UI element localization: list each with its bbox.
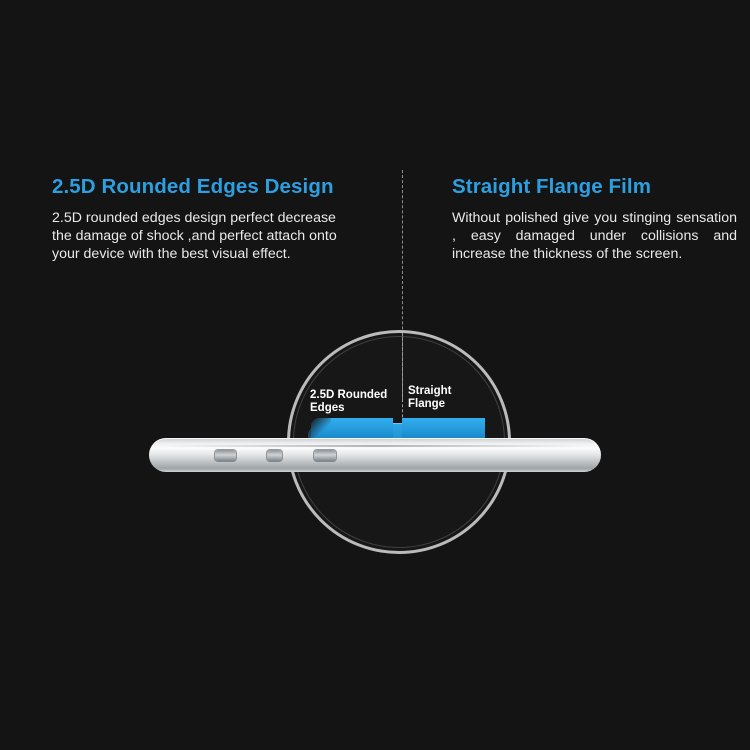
rounded-edges-label: 2.5D Rounded Edges [310, 389, 388, 414]
rounded-edge-film-strip [311, 418, 393, 440]
volume-up-button-icon [267, 450, 282, 461]
volume-down-button-icon [314, 450, 336, 461]
phone-screen-seam [163, 445, 587, 447]
left-section-body: 2.5D rounded edges design perfect decrease the damage of shock ,and perfect attach onto your device with the best visual effect. [52, 209, 337, 262]
straight-flange-label: Straight Flange [408, 385, 452, 410]
left-text-column [52, 176, 352, 263]
right-section-body: Without polished give you stinging sensation , easy damaged under collisions and increase the thickness of the screen. [452, 209, 737, 262]
right-section-title: Straight Flange Film [452, 175, 652, 198]
mute-switch-icon [215, 450, 236, 461]
straight-flange-film-strip [402, 418, 485, 440]
phone-side-view [149, 438, 601, 472]
right-text-column [452, 176, 737, 263]
left-section-title: 2.5D Rounded Edges Design [52, 175, 334, 198]
